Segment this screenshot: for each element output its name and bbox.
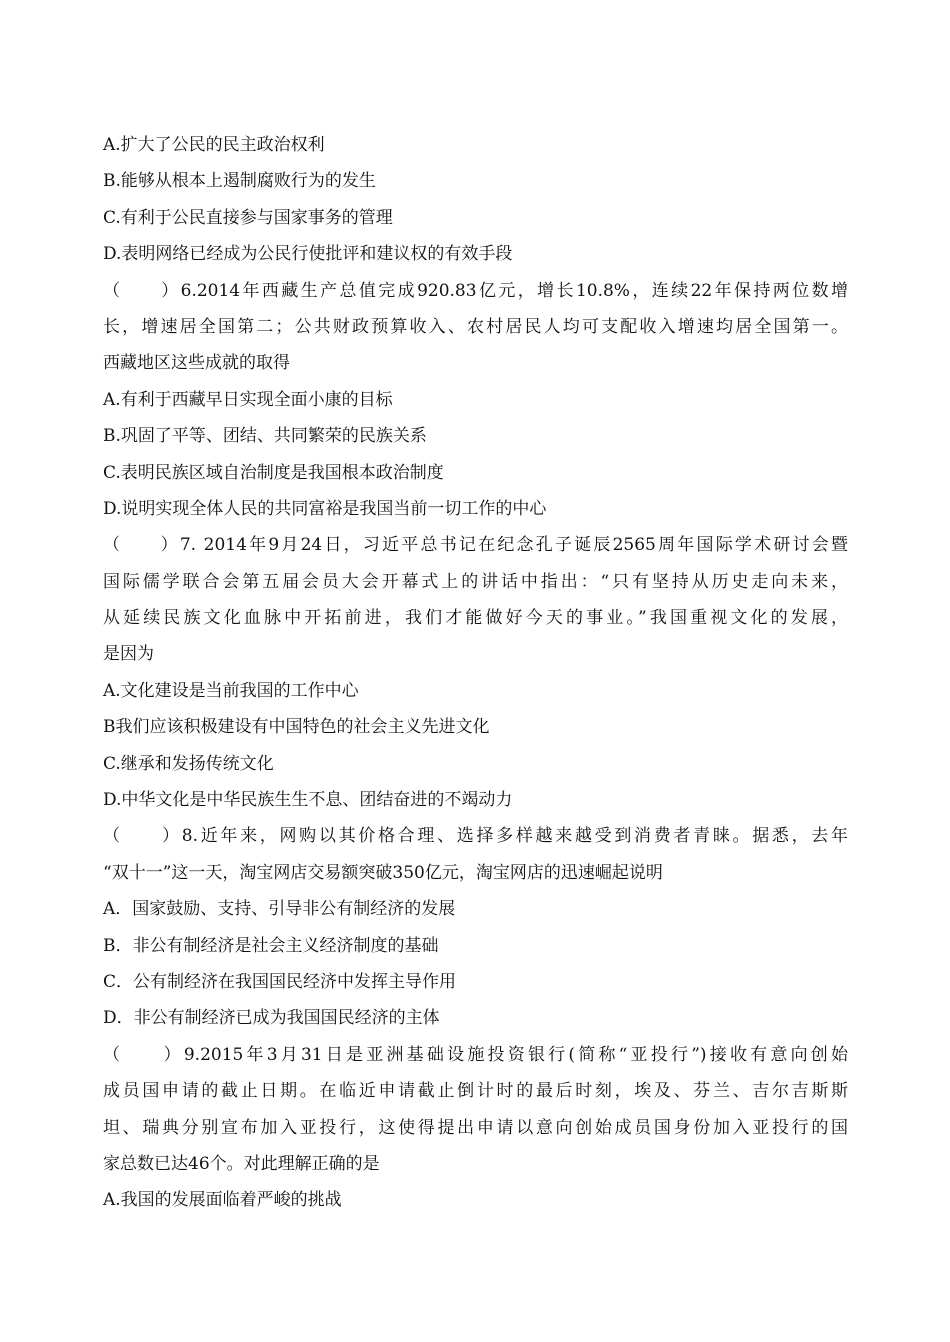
- q9-stem-line: 坦、瑞典分别宣布加入亚投行，这使得提出申请以意向创始成员国身份加入亚投行的国: [103, 1117, 848, 1138]
- q8-option-a: A．国家鼓励、支持、引导非公有制经济的发展: [103, 899, 456, 920]
- q5-option-c: C.有利于公民直接参与国家事务的管理: [103, 207, 393, 228]
- q7-stem-line: 是因为: [103, 644, 154, 665]
- q8-option-d: D．非公有制经济已成为我国国民经济的主体: [103, 1008, 440, 1029]
- q9-stem-line: （ ）9.2015年3月31日是亚洲基础设施投资银行(简称“亚投行”)接收有意向创始: [103, 1044, 848, 1065]
- q8-stem-line: （ ）8.近年来，网购以其价格合理、选择多样越来越受到消费者青睐。据悉，去年: [103, 826, 848, 847]
- q6-option-a: A.有利于西藏早日实现全面小康的目标: [103, 389, 393, 410]
- q9-stem-line: 家总数已达46个。对此理解正确的是: [103, 1153, 380, 1174]
- q6-stem-line: 长，增速居全国第二；公共财政预算收入、农村居民人均可支配收入增速均居全国第一。: [103, 316, 848, 337]
- q7-option-b: B我们应该积极建设有中国特色的社会主义先进文化: [103, 717, 490, 738]
- q7-stem-line: 从延续民族文化血脉中开拓前进，我们才能做好今天的事业。”我国重视文化的发展，: [103, 608, 848, 629]
- q8-option-b: B．非公有制经济是社会主义经济制度的基础: [103, 935, 439, 956]
- q7-option-c: C.继承和发扬传统文化: [103, 753, 274, 774]
- q7-option-d: D.中华文化是中华民族生生不息、团结奋进的不竭动力: [103, 790, 513, 811]
- q8-stem-line: “双十一”这一天，淘宝网店交易额突破350亿元，淘宝网店的迅速崛起说明: [103, 862, 663, 883]
- q7-option-a: A.文化建设是当前我国的工作中心: [103, 680, 359, 701]
- q6-option-d: D.说明实现全体人民的共同富裕是我国当前一切工作的中心: [103, 498, 547, 519]
- q6-option-b: B.巩固了平等、团结、共同繁荣的民族关系: [103, 426, 427, 447]
- q7-stem-line: 国际儒学联合会第五届会员大会开幕式上的讲话中指出：“只有坚持从历史走向未来，: [103, 571, 848, 592]
- q7-stem-line: （ ）7. 2014年9月24日，习近平总书记在纪念孔子诞辰2565周年国际学术研讨会暨: [103, 535, 848, 556]
- q9-stem-line: 成员国申请的截止日期。在临近申请截止倒计时的最后时刻，埃及、芬兰、吉尔吉斯斯: [103, 1081, 848, 1102]
- q6-stem-line: 西藏地区这些成就的取得: [103, 353, 290, 374]
- q5-option-a: A.扩大了公民的民主政治权利: [103, 135, 325, 155]
- q6-option-c: C.表明民族区域自治制度是我国根本政治制度: [103, 462, 444, 483]
- q8-option-c: C．公有制经济在我国国民经济中发挥主导作用: [103, 971, 457, 992]
- q9-option-a: A.我国的发展面临着严峻的挑战: [103, 1190, 342, 1211]
- q6-stem-line: （ ）6.2014年西藏生产总值完成920.83亿元，增长10.8%，连续22年保持两位数增: [103, 280, 848, 301]
- question-text: [103, 127, 848, 1219]
- q5-option-b: B.能够从根本上遏制腐败行为的发生: [103, 171, 376, 192]
- q5-option-d: D.表明网络已经成为公民行使批评和建议权的有效手段: [103, 244, 513, 265]
